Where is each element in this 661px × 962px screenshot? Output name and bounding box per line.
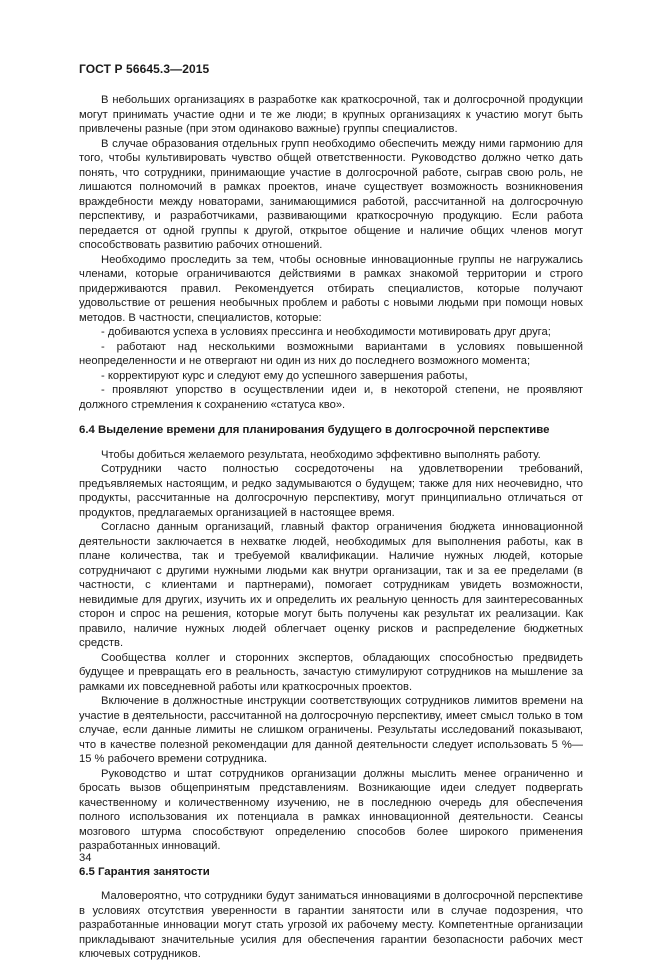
document-header: ГОСТ Р 56645.3—2015 (79, 62, 210, 76)
paragraph: Руководство и штат сотрудников организации должны мыслить менее ограниченно и бросать вызов общепринятым представлениям. Возникающие идеи следует подвергать качественному и количественному изучению, не в последнюю очередь для обеспечения полного использования их потенциала в рамках инновационной деятельности. Сеансы мозгового штурма способствуют определению способов более широкого применения разработанных инноваций. (79, 767, 583, 852)
section-heading-6-4: 6.4 Выделение времени для планирования будущего в долгосрочной перспективе (79, 424, 550, 436)
paragraph: Согласно данным организаций, главный фактор ограничения бюджета инновационной деятельности заключается в нехватке людей, необходимых для выполнения работы, как в плане количества, так и требуемой квалификации. Наличие нужных людей, которые сотрудничают с другими нужными людьми как внутри организации, так и за ее пределами (в частности, с клиентами и партнерами), помогает сотрудникам увидеть возможности, невидимые для других, изучить их и определить их реальную ценность для заинтересованных сторон и спрос на решения, которые могут быть получены как результат их реализации. Как правило, наличие нужных людей облегчает оценку рисков и распределение бюджетных средств. (79, 521, 583, 649)
document-body (79, 93, 583, 962)
paragraph: Чтобы добиться желаемого результата, необходимо эффективно выполнять работу. (101, 448, 541, 461)
list-item: - корректируют курс и следуют ему до успешного завершения работы, (101, 369, 468, 382)
list-item: - добиваются успеха в условиях прессинга и необходимости мотивировать друг друга; (101, 326, 551, 338)
paragraph: В случае образования отдельных групп необходимо обеспечить между ними гармонию для того, чтобы культивировать чувство общей ответственности. Руководство должно четко дать понять, что сотрудники, принимающие участие в долгосрочной работе, сыграв свою роль, не лишаются полномочий в рамках проектов, иначе существует возможность возникновения враждебности между новаторами, занимающимися работой, рассчитанной на долгосрочную перспективу, и разработчиками, развивающими краткосрочную продукцию. Если работа передается от одной группы к другой, открытое общение и наличие общих членов могут способствовать развитию рабочих отношений. (79, 137, 583, 251)
paragraph: Необходимо проследить за тем, чтобы основные инновационные группы не нагружались членами, которые ограничиваются действиями в рамках знакомой территории и строго придерживаются правил. Рекомендуется отбирать специалистов, которые получают удовольствие от решения необычных проблем и работы с новыми людьми при помощи новых методов. В частности, специалистов, которые: (79, 253, 583, 324)
paragraph: Сотрудники часто полностью сосредоточены на удовлетворении требований, предъявляемых настоящим, и редко задумываются о будущем; также для них неочевидно, что продукты, рассчитанные на долгосрочную перспективу, могут принципиально отличаться от продуктов, предлагаемых организацией в настоящее время. (79, 463, 583, 519)
list-item: - проявляют упорство в осуществлении идеи и, в некоторой степени, не проявляют должного стремления к сохранению «статуса кво». (79, 384, 583, 411)
section-heading-6-5: 6.5 Гарантия занятости (79, 865, 210, 878)
page-number: 34 (79, 852, 92, 864)
paragraph: Маловероятно, что сотрудники будут заниматься инновациями в долгосрочной перспективе в условиях отсутствия уверенности в гарантии занятости или в случае подозрения, что разработанные инновации могут стать угрозой их рабочему месту. Компетентные организации прикладывают значительные усилия для обеспечения гарантии безопасности рабочих мест ключевых сотрудников. (79, 890, 583, 960)
list-item: - работают над несколькими возможными вариантами в условиях повышенной неопределенности и не отвергают ни один из них до последнего возможного момента; (79, 340, 583, 367)
paragraph: Включение в должностные инструкции соответствующих сотрудников лимитов времени на участие в деятельности, рассчитанной на долгосрочную перспективу, имеет смысл только в том случае, если данные лимиты не слишком ограничены. Результаты исследований показывают, что в качестве полезной рекомендации для данной деятельности следует использовать 5 %—15 % рабочего времени сотрудника. (79, 695, 583, 765)
paragraph: В небольших организациях в разработке как краткосрочной, так и долгосрочной продукции могут принимать участие одни и те же люди; в крупных организациях к участию могут быть привлечены разные (при этом одинаково важные) группы специалистов. (79, 94, 583, 135)
paragraph: Сообщества коллег и сторонних экспертов, обладающих способностью предвидеть будущее и превращать его в реальность, зачастую стимулируют сотрудников на мышление за рамками их повседневной работы или краткосрочных проектов. (79, 651, 583, 693)
